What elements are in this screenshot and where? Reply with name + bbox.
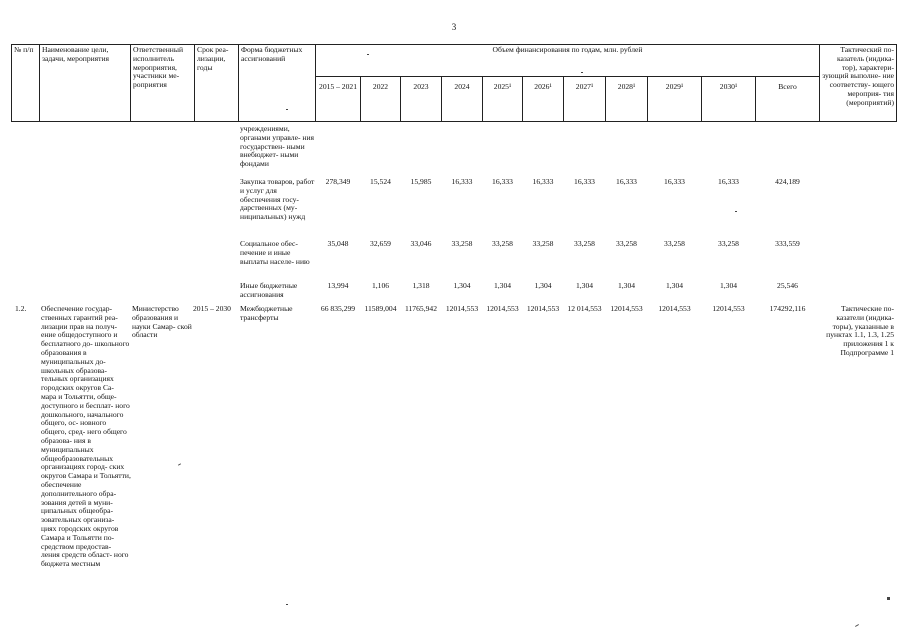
- row-1-value: 16,333: [532, 177, 554, 186]
- header-name: Наименование цели, задачи, мероприятия: [39, 44, 131, 122]
- row-1-value: 16,333: [451, 177, 473, 186]
- row-3-value: 1,318: [412, 281, 430, 290]
- item-form: Межбюджетные трансферты: [240, 304, 293, 322]
- header-year-2: 2022: [360, 76, 401, 122]
- row-2-value: 32,659: [370, 239, 391, 248]
- item-term: 2015 – 2030: [193, 304, 231, 313]
- header-num: № п/п: [11, 44, 40, 122]
- item-value: 12014,553: [526, 304, 560, 313]
- item-name: Обеспечение государ- ственных гарантий реа- лизации прав на получ- ение общедоступного и бесплатного до- школьного образования в муниципальных до- школьных образова- тельных организациях городских округов Са- мара и Тольятти, обще- доступного и бесплат- ного дошкольного, начального общего, ос- новного общего, сред- него общего образова- ния в муниципальных общеобразовательных организациях город- ских округов Самара и Тольятти, обеспечение дополнительного обра- зования детей в муни- ципальных общеобра- зовательных организа- циях городских округов Самара и Тольятти по- средством предостав- ления средств област- ного бюджета местным: [41, 304, 131, 569]
- row-2-form: Социальное обес- печение и иные выплаты населе- нию: [240, 239, 310, 266]
- header-year-9: 2029¹: [647, 76, 702, 122]
- header-year-5: 2025¹: [482, 76, 523, 122]
- header-volume: Объем финансирования по годам, млн. рублей: [315, 44, 820, 77]
- header-year-4: 2024: [441, 76, 483, 122]
- row-1-value: 15,985: [410, 177, 432, 186]
- row-2-value: 33,258: [718, 239, 739, 248]
- scan-speck: [286, 109, 288, 110]
- item-value: 12014,553: [712, 304, 745, 313]
- header-year-1: 2015 – 2021: [315, 76, 361, 122]
- scan-speck: [178, 463, 181, 465]
- row-1-form: Закупка товаров, работ и услуг для обеспечения госу- дарственных (му- ниципальных) нужд: [240, 177, 315, 222]
- header-year-6: 2026¹: [522, 76, 564, 122]
- item-value: 12014,553: [658, 304, 691, 313]
- row-2-value: 33,258: [492, 239, 513, 248]
- scan-speck: [367, 54, 369, 55]
- row-2-value: 35,048: [327, 239, 349, 248]
- row-3-value: 1,304: [617, 281, 636, 290]
- header-year-7: 2027¹: [563, 76, 606, 122]
- header-form: Форма бюджетных ассигнований: [238, 44, 316, 122]
- row-1-value: 16,333: [664, 177, 685, 186]
- form-continued-text: учреждениями, органами управле- ния государствен- ными внебюджет- ными фондами: [240, 124, 315, 169]
- scan-speck: [286, 604, 288, 605]
- row-2-value: 33,258: [451, 239, 473, 248]
- row-3-value: 1,304: [534, 281, 552, 290]
- header-tactic: Тактический по- казатель (индика- тор), характери- зующий выполне- ние соответству- ющего мероприя- тия (мероприятий): [819, 44, 897, 122]
- item-value: 12014,553: [445, 304, 479, 313]
- row-1-value: 16,333: [574, 177, 595, 186]
- row-2-value: 33,258: [574, 239, 595, 248]
- row-1-value: 278,349: [325, 177, 351, 186]
- row-3-value: 25,546: [777, 281, 798, 290]
- item-tactic: Тактические по- казатели (индика- торы), указанные в пунктах 1.1, 1.3, 1.25 приложения 1 к Подпрограмме 1: [826, 304, 894, 357]
- row-1-value: 16,333: [492, 177, 513, 186]
- scan-speck: [581, 72, 583, 73]
- header-year-10: 2030¹: [701, 76, 756, 122]
- item-value: 12 014,553: [567, 304, 602, 313]
- row-3-value: 1,106: [371, 281, 390, 290]
- row-3-value: 1,304: [575, 281, 594, 290]
- item-value: 66 835,299: [320, 304, 356, 313]
- scan-speck: [735, 211, 737, 212]
- row-1-value: 16,333: [616, 177, 637, 186]
- item-value: 11765,942: [405, 304, 437, 313]
- header-year-8: 2028¹: [605, 76, 648, 122]
- header-year-3: 2023: [400, 76, 442, 122]
- row-1-value: 15,524: [370, 177, 391, 186]
- item-value: 174292,116: [769, 304, 806, 313]
- item-number: 1.2.: [15, 304, 27, 313]
- header-responsible: Ответственный исполнитель мероприятия, участники ме- роприятия: [130, 44, 195, 122]
- row-3-value: 1,304: [719, 281, 738, 290]
- row-3-form: Иные бюджетные ассигнования: [240, 281, 298, 299]
- item-value: 12014,553: [610, 304, 643, 313]
- scan-speck: [887, 597, 890, 600]
- header-term: Срок реа- лизации, годы: [194, 44, 239, 122]
- row-2-value: 33,258: [664, 239, 685, 248]
- row-3-value: 1,304: [665, 281, 684, 290]
- row-3-value: 1,304: [493, 281, 512, 290]
- row-2-value: 33,258: [616, 239, 637, 248]
- row-2-value: 33,046: [410, 239, 432, 248]
- row-2-value: 333,559: [775, 239, 800, 248]
- item-value: 12014,553: [486, 304, 519, 313]
- row-1-value: 424,189: [775, 177, 800, 186]
- scan-speck: [855, 624, 859, 627]
- row-1-value: 16,333: [718, 177, 739, 186]
- page-number: 3: [451, 22, 457, 32]
- item-value: 11589,004: [364, 304, 397, 313]
- row-3-value: 13,994: [327, 281, 349, 290]
- header-year-total: Всего: [755, 76, 820, 122]
- row-2-value: 33,258: [532, 239, 554, 248]
- row-3-value: 1,304: [453, 281, 471, 290]
- item-responsible: Министерство образования и науки Самар- ской области: [132, 304, 192, 340]
